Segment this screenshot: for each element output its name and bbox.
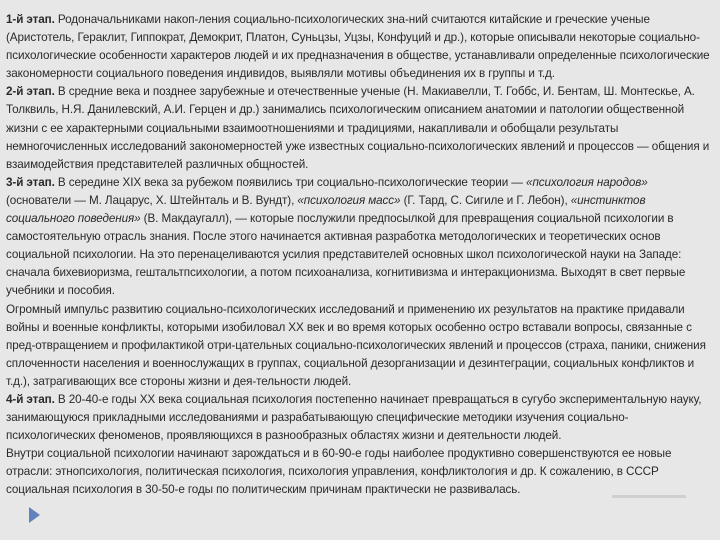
stage-1-text: Родоначальниками накоп-ления социально-психологических зна-ний считаются китайские и греческие ученые (Аристотель, Гераклит, Гиппократ, Демокрит, Платон, Суньцзы, Уцзы, Конфуций и др.), которые описывали некоторые социально-психологические особенности характеров людей и их предназначения в обществе, устанавливали определенные психологические закономерности социального поведения индивидов, выявляли мотивы объединения их в группы и т.д. bbox=[6, 13, 710, 81]
stage-3-label: 3-й этап. bbox=[6, 175, 55, 189]
stage-2-paragraph bbox=[6, 83, 712, 173]
stage-2-text: В средние века и позднее зарубежные и отечественные ученые (Н. Макиавелли, Т. Гоббс, И. Бентам, Ш. Монтескье, А. Толквиль, Н.Я. Данилевский, А.И. Герцен и др.) занимались психологическим описанием анатомии и патологии общественной жизни с ее характерными социальными взаимоотношениями и традициями, накапливали и обобщали результаты немногочисленных исследований закономерностей уже известных социально-психологических явлений и процессов — общения и взаимодействия представителей различных общностей. bbox=[6, 85, 710, 171]
stage-3-paragraph bbox=[6, 174, 712, 301]
stage-2-label: 2-й этап. bbox=[6, 85, 55, 99]
slide-nav-bar bbox=[612, 495, 686, 498]
stage-3-text-1: В середине XIX века за рубежом появились три социально-психологические теории — bbox=[54, 175, 527, 189]
stage-3-text-3: (Г. Тард, С. Сигиле и Г. Лебон), bbox=[400, 193, 571, 207]
stage-3-text-2: (основатели — М. Лацарус, X. Штейнталь и В. Вундт), bbox=[6, 193, 298, 207]
theory-peoples-psychology: «психология народов» bbox=[526, 175, 648, 189]
inner-development-paragraph: Внутри социальной психологии начинают зарождаться и в 60-90-е годы наиболее продуктивно совершенствуются ее новые отрасли: этнопсихология, политическая психология, психология управления, конфликтология и др. К сожалению, в СССР социальная психология в 30-50-е годы по политическим причинам практически не развивалась. bbox=[6, 447, 672, 497]
stage-1-paragraph bbox=[6, 11, 712, 83]
stage-4-text: В 20-40-е годы XX века социальная психология постепенно начинает превращаться в сугубо экспериментальную науку, занимающуюся прикладными исследованиями и разрабатывающую специфические методики изучения социально-психологических феноменов, проявляющихся в разнообразных областях жизни и деятельности людей. bbox=[6, 392, 702, 443]
theory-mass-psychology: «психология масс» bbox=[297, 193, 401, 207]
slide-text bbox=[6, 11, 712, 500]
impulse-paragraph: Огромный импульс развитию социально-психологических исследований и применению их результатов на практике придавали войны и военные конфликты, которыми изобиловал XX век и во время которых особенно остро вставали вопросы, связанные с пред-отвращением и профилактикой отри-цательных социально-психологических явлений и процессов (страха, паники, снижения сплоченности населения и военнослужащих в группах, социальной дезорганизации и дезинтеграции, социальных конфликтов и т.д.), затрагивающих все стороны жизни и дея-тельности людей. bbox=[6, 302, 706, 388]
theory-social-instincts: «инстинктов социального поведения» bbox=[6, 193, 646, 226]
stage-3-text-4: (В. Макдаугалл), — которые послужили предпосылкой для превращения социальной психологии в самостоятельную отрасль знания. После этого начинается активная разработка методологических и теоретических основ социальной психологии. На это перенацеливаются усилия представителей основных школ психологической науки на Западе: сначала бихевиоризма, гештальтпсихологии, а потом психоанализа, когнитивизма и интеракционизма. Выходят в свет первые учебники и пособия. bbox=[6, 212, 686, 298]
stage-4-paragraph bbox=[6, 391, 712, 445]
stage-4-label: 4-й этап. bbox=[6, 392, 55, 406]
next-slide-arrow-icon[interactable] bbox=[29, 507, 40, 523]
stage-1-label: 1-й этап. bbox=[6, 13, 55, 26]
